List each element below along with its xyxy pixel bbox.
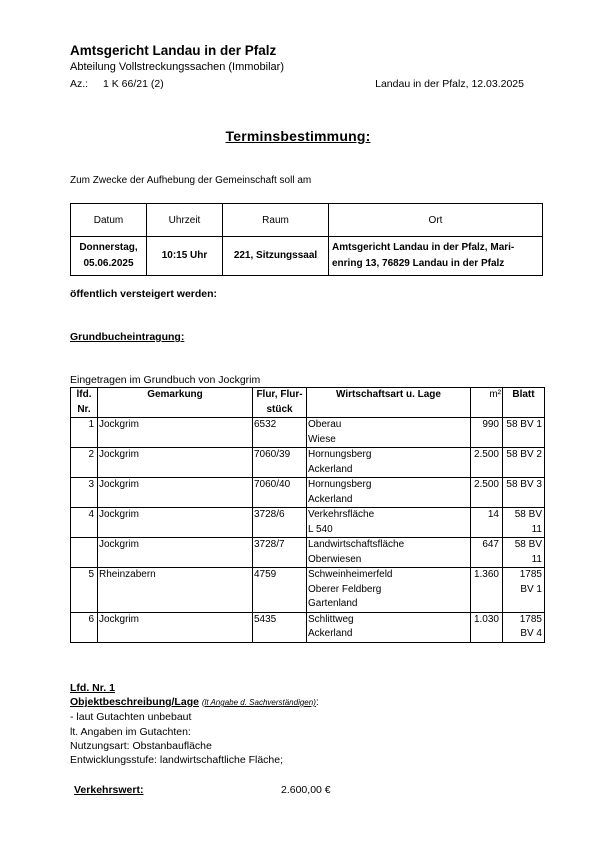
cell-flur: 3728/6 [253,508,307,538]
place-line-2: enring 13, 76829 Landau in der Pfalz [332,258,505,269]
cell-blatt [503,418,545,448]
court-name: Amtsgericht Landau in der Pfalz [70,43,277,58]
cell-blatt-line: 58 BV [514,539,542,550]
cell-wirtschaftsart [307,448,471,478]
description-line: Entwicklungsstufe: landwirtschaftliche Fläche; [70,754,284,766]
description-line: Nutzungsart: Obstanbaufläche [70,740,212,752]
cell-wirtschaftsart-line: Landwirtschaftsfläche [308,539,405,550]
cell-wirtschaftsart-line: Ackerland [308,493,353,505]
header-wirtschaftsart: Wirtschaftsart u. Lage [307,388,471,418]
cell-blatt-line: BV 1 [520,583,542,595]
cell-wirtschaftsart-line: Hornungsberg [308,449,372,460]
header-datum: Datum [71,204,147,237]
cell-blatt-line: BV 4 [520,628,542,639]
header-nr-line-2: Nr. [77,403,91,415]
cell-flur: 4759 [253,568,307,613]
registered-in: Eingetragen im Grundbuch von Jockgrim [70,374,261,386]
cell-wirtschaftsart-line: L 540 [308,523,333,535]
file-number-label: Az.: [70,78,89,90]
header-nr [71,388,98,418]
table-row [71,538,545,568]
intro-text: Zum Zwecke der Aufhebung der Gemeinschaft soll am [70,175,312,186]
cell-flur: 7060/39 [253,448,307,478]
cell-area: 2.500 [471,448,503,478]
appointment-place [329,237,543,276]
table-row [71,418,545,448]
appointment-room: 221, Sitzungssaal [223,237,329,276]
cell-blatt-line: 58 BV [514,509,542,520]
market-value: 2.600,00 € [281,784,331,796]
cell-wirtschaftsart-line: Ackerland [308,463,353,475]
date-value: 05.06.2025 [83,258,134,269]
cell-wirtschaftsart [307,478,471,508]
cell-nr: 1 [71,418,98,448]
table-row [71,568,545,613]
item-heading: Lfd. Nr. 1 [70,682,115,694]
header-blatt: Blatt [503,388,545,418]
cell-flur: 7060/40 [253,478,307,508]
cell-blatt [503,478,545,508]
appointment-time: 10:15 Uhr [147,237,223,276]
document-title: Terminsbestimmung: [225,128,371,144]
cell-flur: 3728/7 [253,538,307,568]
cell-area: 1.030 [471,612,503,642]
object-colon: : [315,696,319,708]
cell-gemarkung: Jockgrim [98,478,253,508]
table-row [71,508,545,538]
cell-area: 2.500 [471,478,503,508]
cell-wirtschaftsart-line: Oberau [308,419,342,430]
file-number: 1 K 66/21 (2) [103,78,164,90]
cell-blatt-line: 58 BV 3 [506,479,542,490]
cell-wirtschaftsart-line: Schlittweg [308,613,354,625]
description-line: lt. Angaben im Gutachten: [70,726,191,738]
cell-gemarkung: Jockgrim [98,448,253,478]
cell-nr: 5 [71,568,98,613]
object-label: Objektbeschreibung/Lage [70,696,199,708]
market-value-label: Verkehrswert: [74,784,144,796]
cell-wirtschaftsart-line: Schweinheimerfeld [308,569,393,580]
cell-area: 647 [471,538,503,568]
cell-wirtschaftsart [307,418,471,448]
description-line: - laut Gutachten unbebaut [70,711,192,723]
cell-blatt-line: 58 BV 1 [506,419,542,430]
cell-nr: 6 [71,612,98,642]
cell-wirtschaftsart [307,538,471,568]
header-nr-line-1: lfd. [76,389,92,400]
cell-gemarkung: Jockgrim [98,508,253,538]
header-flur-line-1: Flur, Flur- [256,389,303,400]
cell-wirtschaftsart-line: Hornungsberg [308,479,372,490]
cell-blatt [503,568,545,613]
object-source: (lt Angabe d. Sachverständigen) [201,698,316,707]
cell-wirtschaftsart-line: Gartenland [308,598,358,609]
cell-gemarkung: Rheinzabern [98,568,253,613]
cell-nr [71,538,98,568]
cell-wirtschaftsart-line: Wiese [308,433,336,445]
cell-blatt-line: 58 BV 2 [506,449,542,460]
place-line-1: Amtsgericht Landau in der Pfalz, Mari- [332,242,515,253]
sold-text: öffentlich versteigert werden: [70,288,218,300]
cell-area: 1.360 [471,568,503,613]
table-row [71,478,545,508]
cell-nr: 3 [71,478,98,508]
header-raum: Raum [223,204,329,237]
cell-wirtschaftsart [307,508,471,538]
header-gemarkung: Gemarkung [98,388,253,418]
cell-wirtschaftsart-line: Verkehrsfläche [308,509,375,520]
cell-blatt [503,508,545,538]
cell-wirtschaftsart-line: Oberwiesen [308,553,362,565]
cell-gemarkung: Jockgrim [98,612,253,642]
place-date: Landau in der Pfalz, 12.03.2025 [375,78,524,90]
cell-nr: 2 [71,448,98,478]
cell-blatt [503,538,545,568]
appointment-table [70,203,543,276]
cell-blatt-line: 1785 [519,569,542,580]
cell-blatt [503,612,545,642]
department: Abteilung Vollstreckungssachen (Immobilar) [70,61,284,73]
parcels-table [70,387,545,643]
cell-wirtschaftsart-line: Oberer Feldberg [308,583,382,595]
cell-area: 14 [471,508,503,538]
cell-blatt [503,448,545,478]
table-row [71,612,545,642]
header-ort: Ort [329,204,543,237]
appointment-date [71,237,147,276]
object-description-heading [70,696,319,708]
date-weekday: Donnerstag, [79,242,138,253]
cell-wirtschaftsart [307,568,471,613]
cell-flur: 6532 [253,418,307,448]
cell-nr: 4 [71,508,98,538]
table-row [71,448,545,478]
cell-area: 990 [471,418,503,448]
header-flur-line-2: stück [266,403,293,415]
cell-blatt-line: 11 [531,523,542,535]
cell-wirtschaftsart-line: Ackerland [308,628,353,639]
land-register-heading: Grundbucheintragung: [70,331,185,343]
cell-flur: 5435 [253,612,307,642]
header-uhrzeit: Uhrzeit [147,204,223,237]
cell-gemarkung: Jockgrim [98,538,253,568]
header-area: m² [471,388,503,418]
header-flur [253,388,307,418]
cell-blatt-line: 1785 [519,613,542,625]
cell-wirtschaftsart [307,612,471,642]
cell-blatt-line: 11 [531,553,542,565]
cell-gemarkung: Jockgrim [98,418,253,448]
